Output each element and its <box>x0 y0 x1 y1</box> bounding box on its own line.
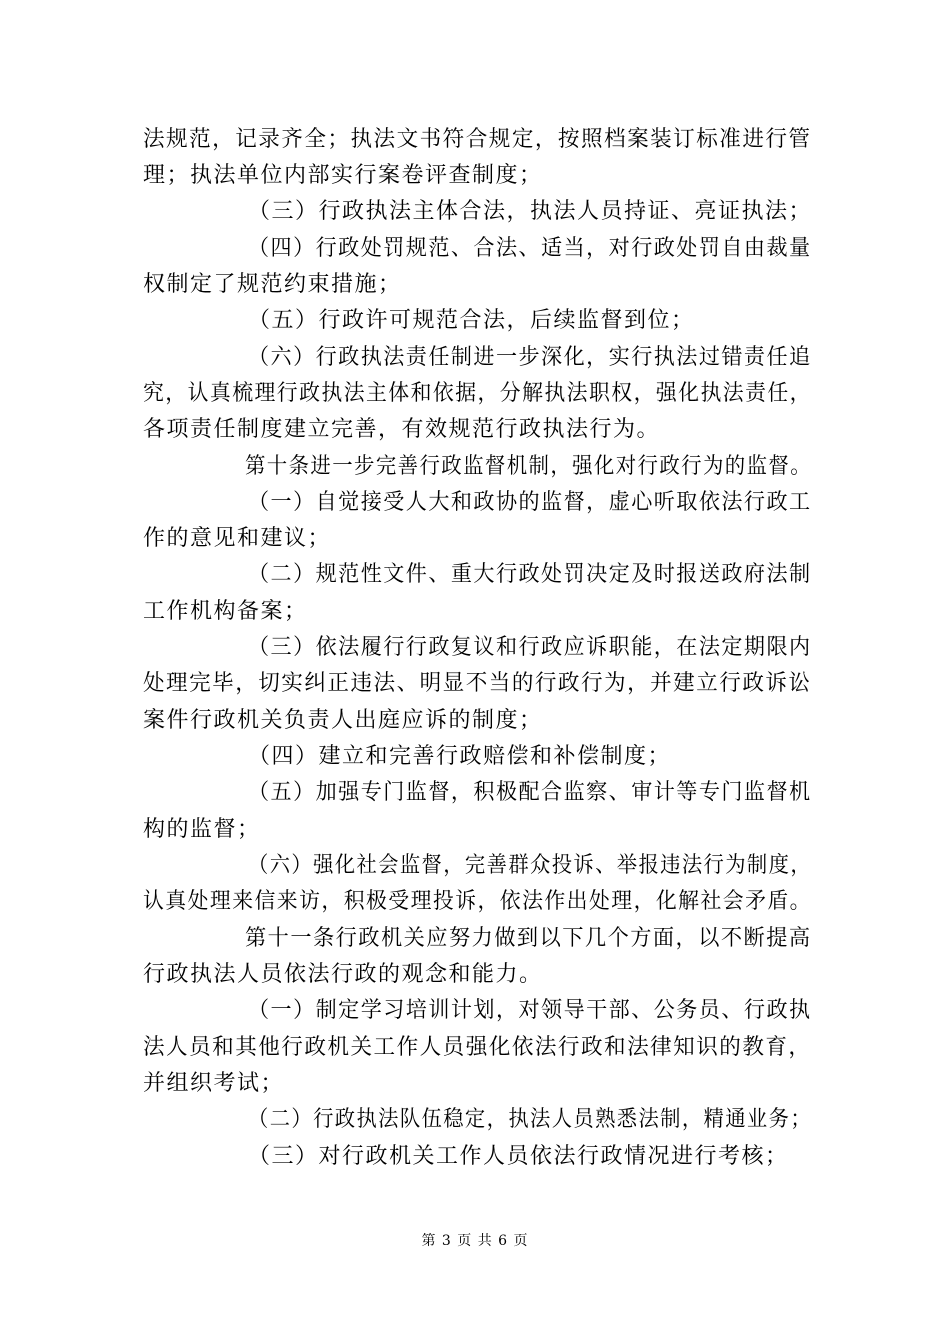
text-line: 权制定了规范约束措施； <box>143 272 402 297</box>
text-line: 法规范，记录齐全；执法文书符合规定，按照档案装订标准进行管 <box>143 127 812 152</box>
text-line: （一）自觉接受人大和政协的监督，虚心听取依法行政工 <box>248 490 812 515</box>
text-line: 各项责任制度建立完善，有效规范行政执法行为。 <box>143 417 661 442</box>
text-line: （五）行政许可规范合法，后续监督到位； <box>248 308 695 333</box>
text-line: （六）行政执法责任制进一步深化，实行执法过错责任追 <box>248 345 812 370</box>
text-line: （三）行政执法主体合法，执法人员持证、亮证执法； <box>248 199 813 224</box>
article-heading: 第十条进一步完善行政监督机制，强化对行政行为的监督。 <box>245 454 813 479</box>
text-line: （四）建立和完善行政赔偿和补偿制度； <box>248 744 672 769</box>
text-line: 认真处理来信来访，积极受理投诉，依法作出处理，化解社会矛盾。 <box>143 889 812 914</box>
text-line: （二）行政执法队伍稳定，执法人员熟悉法制，精通业务； <box>248 1107 813 1132</box>
text-line: （六）强化社会监督，完善群众投诉、举报违法行为制度， <box>248 853 813 878</box>
text-line: 案件行政机关负责人出庭应诉的制度； <box>143 708 543 733</box>
text-line: 作的意见和建议； <box>143 526 332 551</box>
text-line: （一）制定学习培训计划，对领导干部、公务员、行政执 <box>248 998 812 1023</box>
text-line: （四）行政处罚规范、合法、适当，对行政处罚自由裁量 <box>248 236 812 261</box>
text-line: 工作机构备案； <box>143 599 308 624</box>
article-heading: 第十一条行政机关应努力做到以下几个方面，以不断提高 <box>245 926 812 951</box>
text-line: （三）对行政机关工作人员依法行政情况进行考核； <box>248 1144 789 1169</box>
page-number: 第 3 页 共 6 页 <box>421 1233 529 1249</box>
text-line: 并组织考试； <box>143 1071 285 1096</box>
text-line: 法人员和其他行政机关工作人员强化依法行政和法律知识的教育， <box>143 1035 812 1060</box>
text-line: （二）规范性文件、重大行政处罚决定及时报送政府法制 <box>248 562 812 587</box>
text-line: 构的监督； <box>143 817 261 842</box>
text-line: （五）加强专门监督，积极配合监察、审计等专门监督机 <box>248 780 812 805</box>
text-line: 理；执法单位内部实行案卷评查制度； <box>143 163 543 188</box>
text-line: 行政执法人员依法行政的观念和能力。 <box>143 962 543 987</box>
text-line: （三）依法履行行政复议和行政应诉职能，在法定期限内 <box>248 635 812 660</box>
text-line: 处理完毕，切实纠正违法、明显不当的行政行为，并建立行政诉讼 <box>143 671 812 696</box>
text-line: 究，认真梳理行政执法主体和依据，分解执法职权，强化执法责任， <box>143 381 812 406</box>
